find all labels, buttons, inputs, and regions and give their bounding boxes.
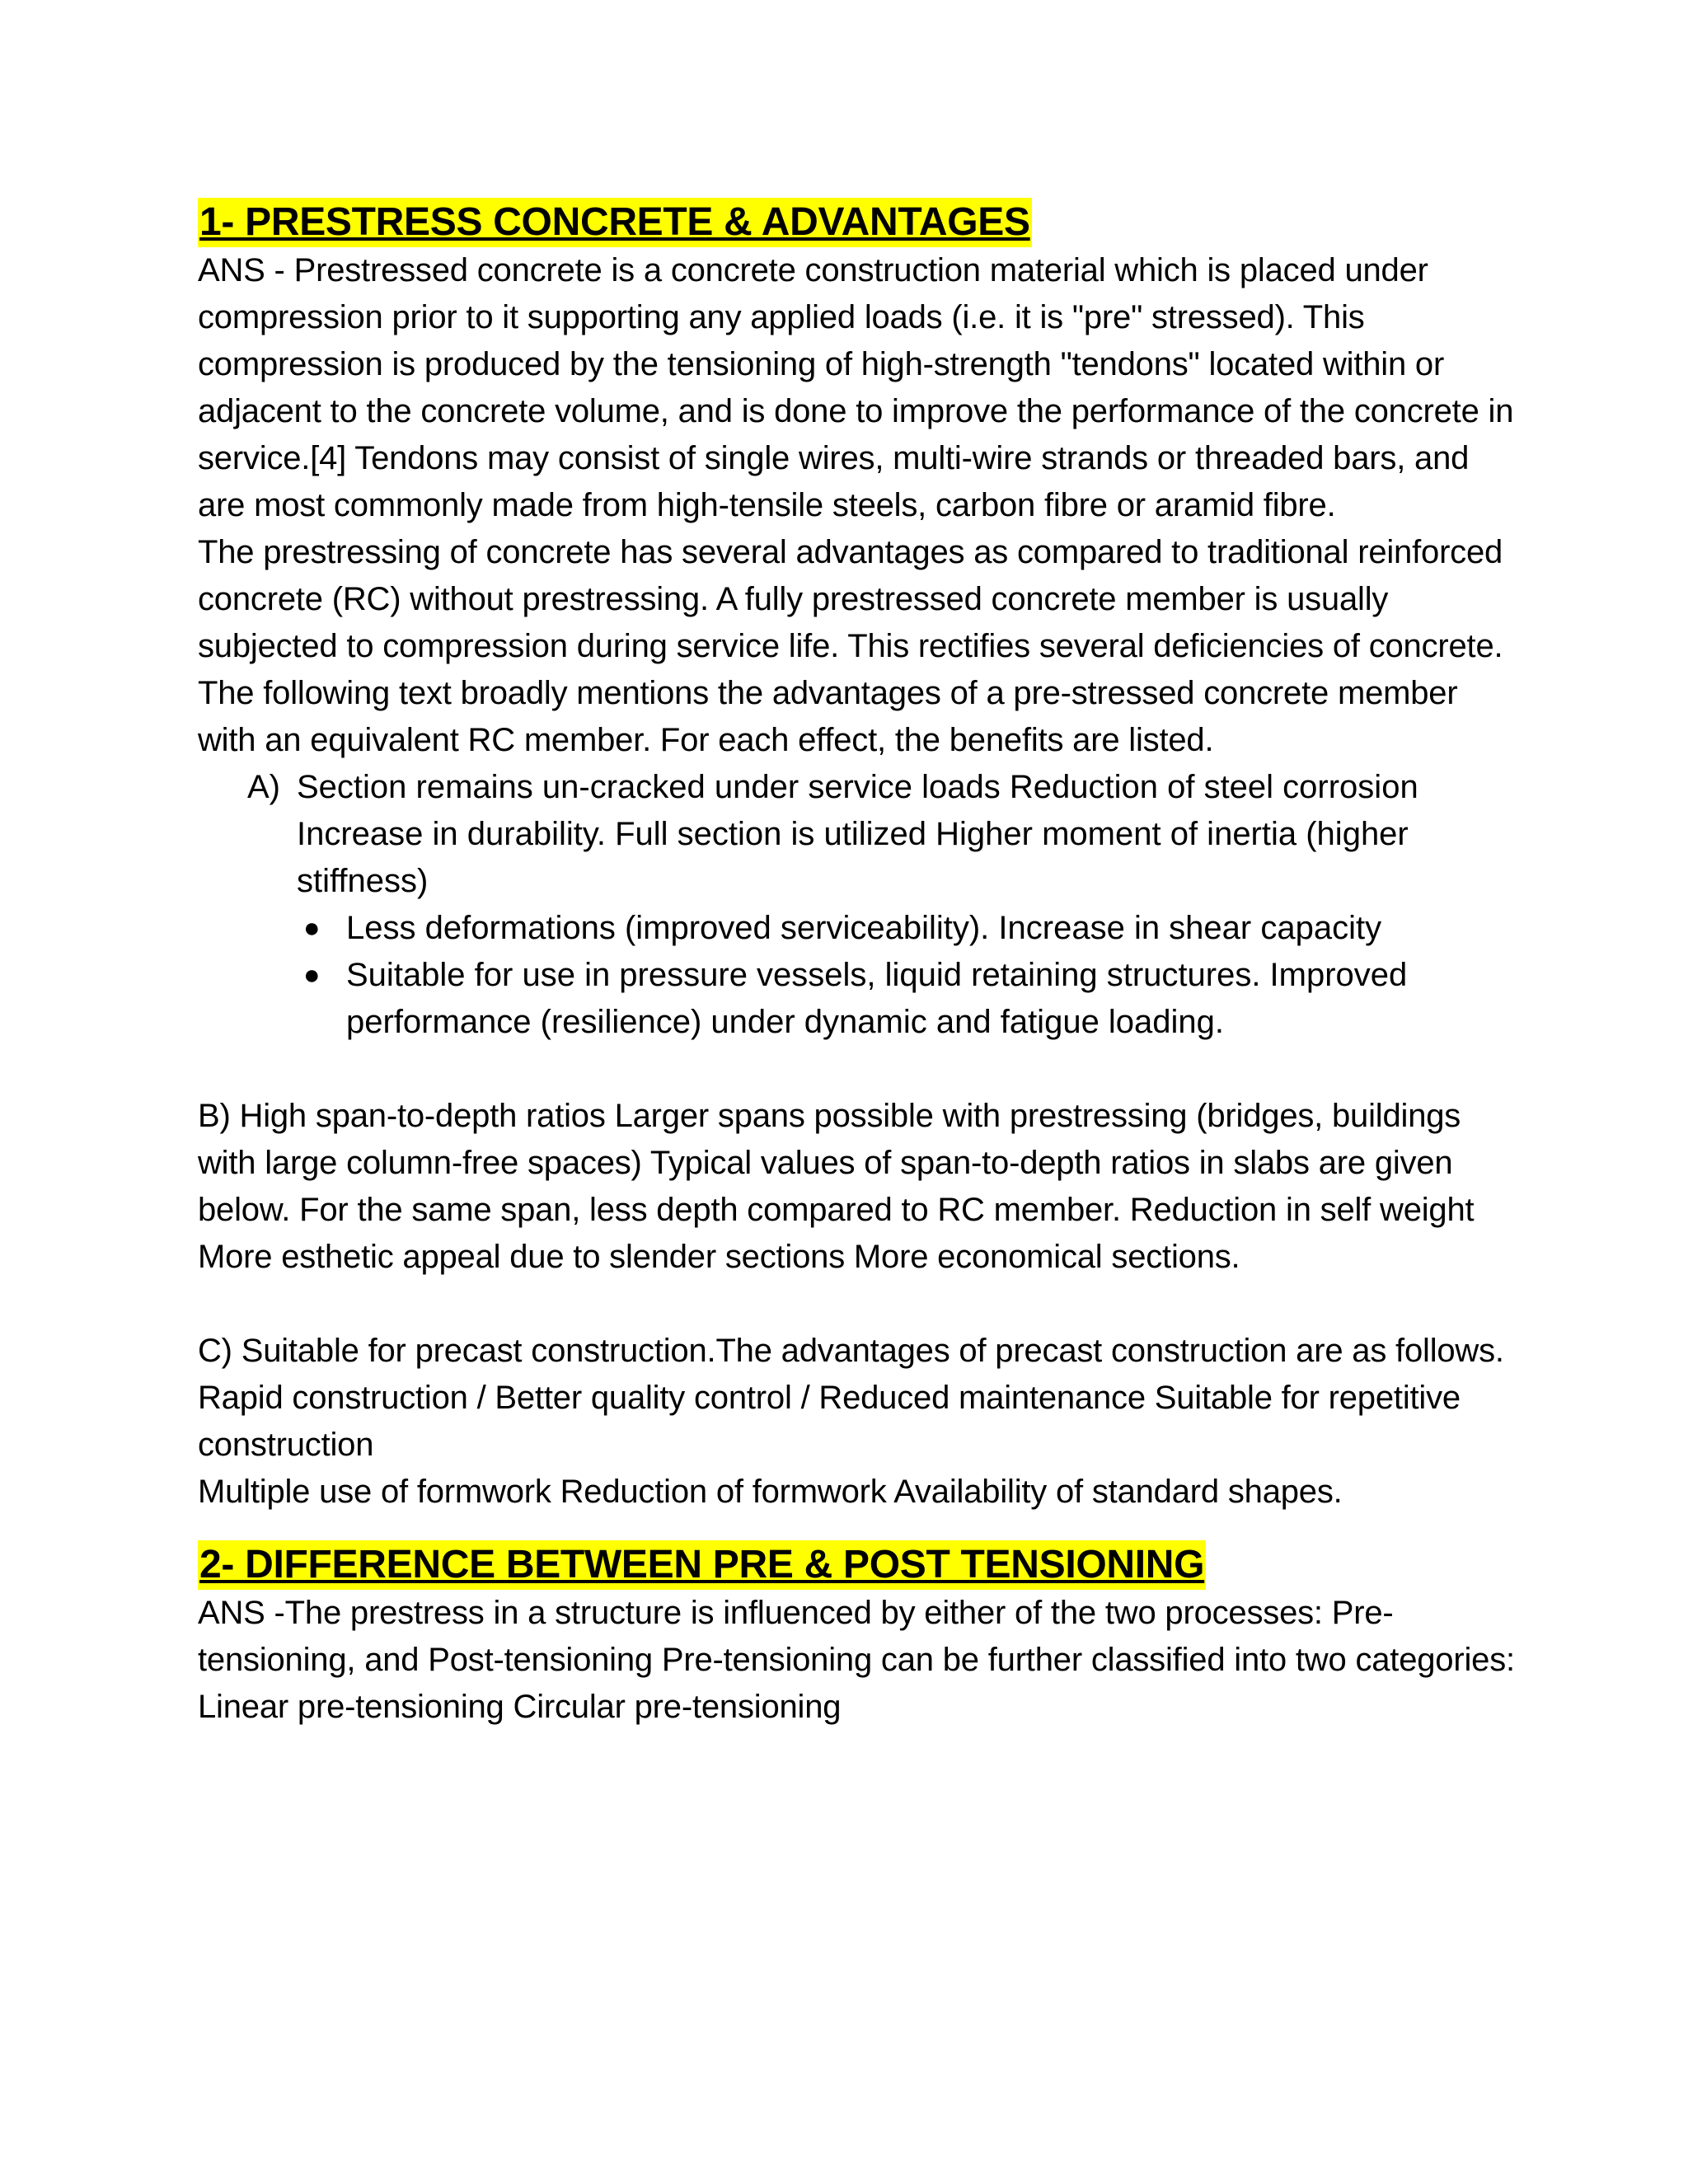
bullet-text: Less deformations (improved serviceability). Increase in shear capacity — [346, 910, 1382, 946]
list-item-c-line-3: Multiple use of formwork Reduction of formwork Availability of standard shapes. — [198, 1474, 1343, 1510]
bullet-item — [303, 905, 1517, 952]
section-2 — [198, 1540, 1517, 1731]
section-1-heading: 1- PRESTRESS CONCRETE & ADVANTAGES — [198, 198, 1032, 247]
section-1-intro: ANS - Prestressed concrete is a concrete construction material which is placed under compression prior to it supporting any applied loads (i.e. it is "pre" stressed). This compression is produced by the tensioning of high-strength "tendons" located within or adjacent to the concrete volume, and is done to improve the performance of the concrete in service.[4] Tendons may consist of single wires, multi-wire strands or threaded bars, and are most commonly made from high-tensile steels, carbon fibre or aramid fibre. — [198, 252, 1514, 523]
list-item-a-text: Section remains un-cracked under service loads Reduction of steel corrosion Increase in durability. Full section is utilized Higher moment of inertia (higher stiffness) — [297, 769, 1418, 899]
list-item-a — [198, 764, 1517, 905]
list-item-c: C) Suitable for precast construction.The advantages of precast construction are as follows. — [198, 1333, 1504, 1369]
advantages-intro: The prestressing of concrete has several advantages as compared to traditional reinforced concrete (RC) without prestressing. A fully prestressed concrete member is usually subjected to compression during service life. This rectifies several deficiencies of concrete. The following text broadly mentions the advantages of a pre-stressed concrete member with an equivalent RC member. For each effect, the benefits are listed. — [198, 534, 1503, 758]
list-item-b: B) High span-to-depth ratios Larger spans possible with prestressing (bridges, buildings with large column-free spaces) Typical values of span-to-depth ratios in slabs are given below. For the same span, less depth compared to RC member. Reduction in self weight More esthetic appeal due to slender sections More economical sections. — [198, 1098, 1475, 1275]
section-2-heading: 2- DIFFERENCE BETWEEN PRE & POST TENSIONING — [198, 1540, 1206, 1590]
list-marker-a: A) — [247, 769, 280, 805]
document-page — [198, 198, 1517, 1731]
bullet-icon: ● — [303, 959, 321, 991]
list-item-c-line-2: Rapid construction / Better quality control / Reduced maintenance Suitable for repetitive construction — [198, 1380, 1461, 1463]
section-1 — [198, 198, 1517, 1516]
bullet-icon: ● — [303, 912, 321, 944]
bullet-text: Suitable for use in pressure vessels, liquid retaining structures. Improved performance (resilience) under dynamic and fatigue loading. — [346, 957, 1408, 1040]
spacer — [198, 1281, 1517, 1328]
bullet-list — [198, 905, 1517, 1046]
spacer — [198, 1046, 1517, 1093]
section-2-intro: ANS -The prestress in a structure is influenced by either of the two processes: Pre-tensioning, and Post-tensioning Pre-tensioning can be further classified into two categories: Linear pre-tensioning Circular pre-tensioning — [198, 1595, 1515, 1725]
bullet-item — [303, 952, 1517, 1046]
